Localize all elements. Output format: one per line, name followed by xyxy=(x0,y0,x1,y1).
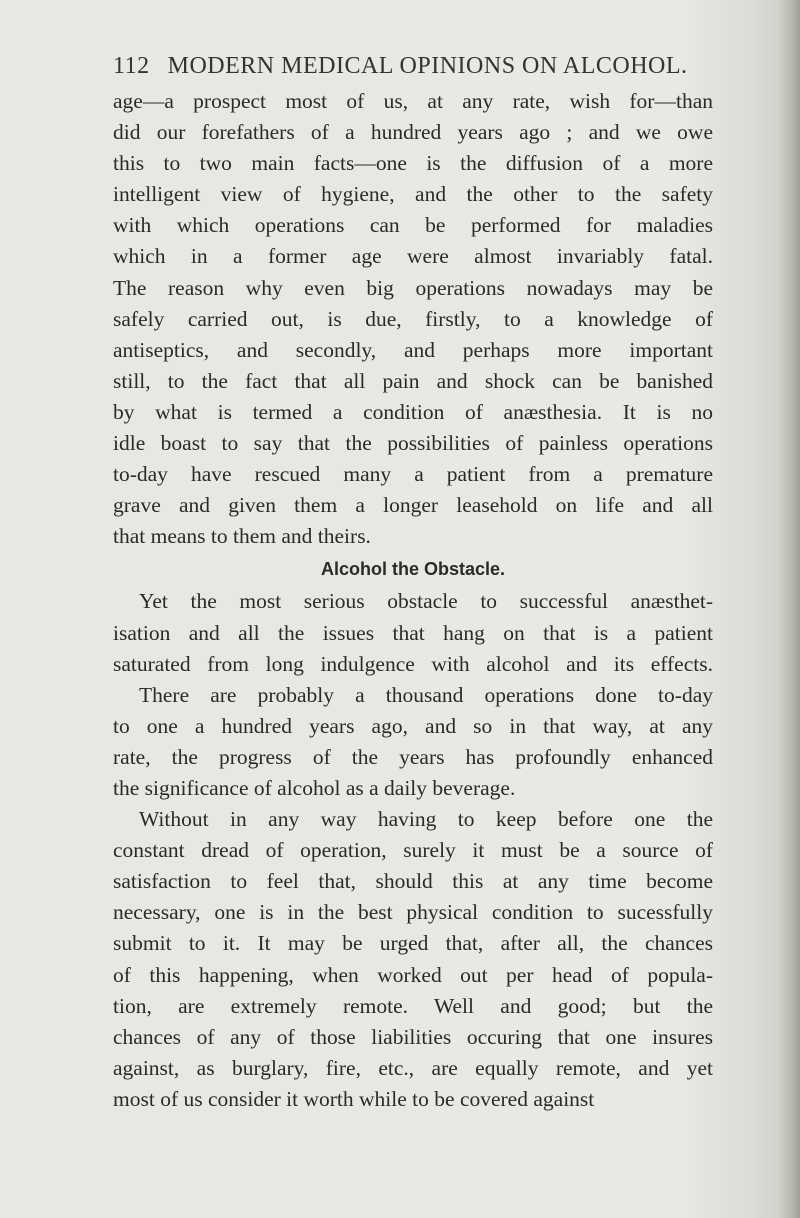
running-head xyxy=(113,53,713,83)
text-line: this to two main facts—one is the diffusion of a more xyxy=(113,151,713,176)
running-title: MODERN MEDICAL OPINIONS ON ALCOHOL. xyxy=(167,53,688,79)
text-line: which in a former age were almost invariably fatal. xyxy=(113,244,713,269)
text-line: necessary, one is in the best physical condition to sucessfully xyxy=(113,900,713,925)
text-line: age—a prospect most of us, at any rate, wish for—than xyxy=(113,89,713,113)
text-line: grave and given them a longer leasehold on life and all xyxy=(113,493,713,518)
body-text xyxy=(113,86,713,1115)
text-line: constant dread of operation, surely it must be a source of xyxy=(113,838,713,863)
text-line: antiseptics, and secondly, and perhaps more important xyxy=(113,337,713,362)
text-line: There are probably a thousand operations done to-day xyxy=(139,682,713,707)
text-line: satisfaction to feel that, should this at any time become xyxy=(113,869,713,894)
text-line: to one a hundred years ago, and so in that way, at any xyxy=(113,713,713,738)
paragraph-2 xyxy=(113,586,713,804)
text-line: Yet the most serious obstacle to successful anæsthet- xyxy=(139,589,713,614)
text-line: submit to it. It may be urged that, after all, the chances xyxy=(113,931,713,956)
text-line: Without in any way having to keep before one the xyxy=(139,807,713,832)
text-line: idle boast to say that the possibilities of painless operations xyxy=(113,431,713,456)
text-line: most of us consider it worth while to be covered against xyxy=(113,1086,595,1111)
text-line: isation and all the issues that hang on that is a patient xyxy=(113,620,713,645)
text-line: chances of any of those liabilities occuring that one insures xyxy=(113,1024,713,1049)
text-line: tion, are extremely remote. Well and good; but the xyxy=(113,993,713,1018)
text-line: the significance of alcohol as a daily beverage. xyxy=(113,775,516,800)
text-line: rate, the progress of the years has profoundly enhanced xyxy=(113,744,713,769)
text-line: safely carried out, is due, firstly, to a knowledge of xyxy=(113,306,713,331)
text-line: saturated from long indulgence with alcohol and its effects. xyxy=(113,651,713,676)
text-line: of this happening, when worked out per head of popula- xyxy=(113,962,713,987)
text-line: intelligent view of hygiene, and the other to the safety xyxy=(113,182,713,207)
page-edge-shadow xyxy=(778,0,800,1218)
text-line: by what is termed a condition of anæsthesia. It is no xyxy=(113,399,713,424)
text-line: that means to them and theirs. xyxy=(113,524,371,549)
text-line: to-day have rescued many a patient from a premature xyxy=(113,462,713,487)
paragraph-3 xyxy=(113,804,713,1115)
page-number: 112 xyxy=(113,53,150,79)
section-heading: Alcohol the Obstacle. xyxy=(320,559,506,580)
text-line: against, as burglary, fire, etc., are equally remote, and yet xyxy=(113,1055,713,1080)
paragraph-1 xyxy=(113,86,713,552)
text-line: still, to the fact that all pain and shock can be banished xyxy=(113,368,713,393)
text-line: did our forefathers of a hundred years ago ; and we owe xyxy=(113,120,713,145)
text-line: with which operations can be performed for maladies xyxy=(113,213,713,238)
text-line: The reason why even big operations nowadays may be xyxy=(113,275,713,300)
